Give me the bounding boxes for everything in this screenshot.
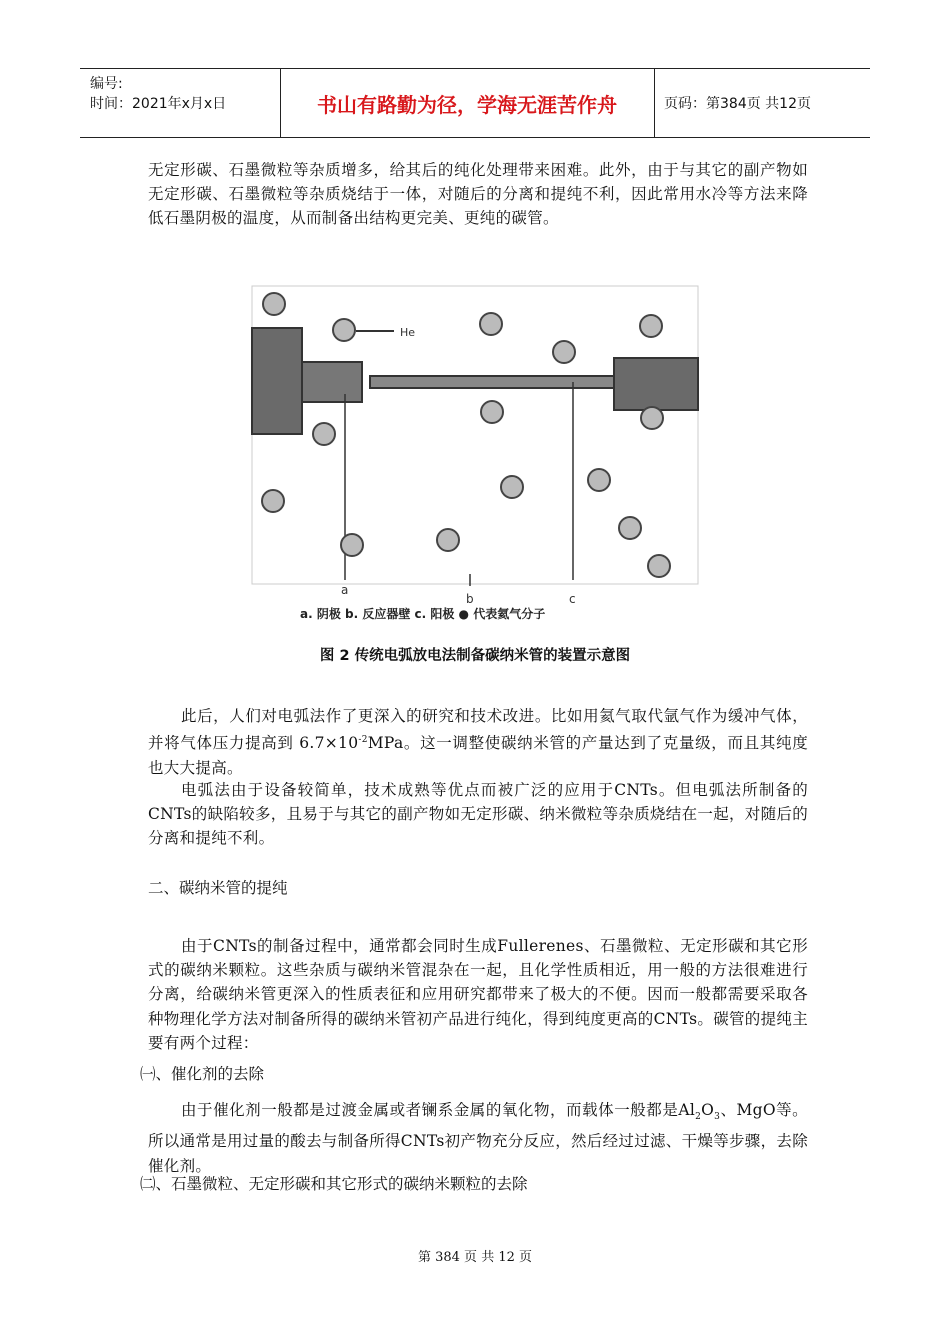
paragraph-2 <box>148 704 808 780</box>
cathode-block <box>252 328 302 434</box>
figure-caption: 图 2 传统电弧放电法制备碳纳米管的装置示意图 <box>319 648 631 664</box>
he-label: He <box>400 326 416 339</box>
exponent: -2 <box>358 735 368 746</box>
anode-block <box>614 358 698 410</box>
subheading-1: ㈠、催化剂的去除 <box>140 1065 265 1083</box>
paragraph-2-part-a: 此后，人们对电弧法作了更深入的研究和技术改进。比如用氦气取代氩气作为缓冲气体，并将气体压力提高到 6.7×10 <box>148 707 808 753</box>
he-molecule <box>619 517 641 539</box>
he-molecule <box>588 469 610 491</box>
cathode-rod <box>302 362 362 402</box>
he-molecule <box>641 407 663 429</box>
header-meta <box>80 69 281 137</box>
subheading-2: ㈡、石墨微粒、无定形碳和其它形式的碳纳米颗粒的去除 <box>140 1175 528 1193</box>
he-molecule <box>437 529 459 551</box>
paragraph-5-part-b: 、MgO等。所以通常是用过量的酸去与制备所得CNTs初产物充分反应，然后经过过滤、干燥等步骤，去除催化剂。 <box>148 1101 808 1175</box>
he-molecule <box>341 534 363 556</box>
time-label: 时间：2021年x月x日 <box>90 96 227 112</box>
header-motto: 书山有路勤为径，学海无涯苦作舟 <box>280 69 655 137</box>
he-molecule <box>262 490 284 512</box>
paragraph-1: 无定形碳、石墨微粒等杂质增多，给其后的纯化处理带来困难。此外，由于与其它的副产物如无定形碳、石墨微粒等杂质烧结于一体，对随后的分离和提纯不利，因此常用水冷等方法来降低石墨阴极的温度，从而制备出结构更完美、更纯的碳管。 <box>148 161 808 228</box>
label-b: b <box>466 592 474 606</box>
paragraph-3: 电弧法由于设备较简单，技术成熟等优点而被广泛的应用于CNTs。但电弧法所制备的CNTs的缺陷较多，且易于与其它的副产物如无定形碳、纳米微粒等杂质烧结在一起，对随后的分离和提纯不利。 <box>148 781 808 848</box>
header-page-code: 页码：第384页 共12页 <box>664 96 811 112</box>
he-molecule <box>481 401 503 423</box>
he-molecule <box>501 476 523 498</box>
section-heading: 二、碳纳米管的提纯 <box>148 879 288 897</box>
anode-rod <box>370 376 614 388</box>
number-label: 编号: <box>90 76 123 92</box>
he-molecule <box>263 293 285 315</box>
he-molecule <box>640 315 662 337</box>
page-header <box>80 68 870 138</box>
subscript: 2 <box>695 1112 702 1123</box>
paragraph-2-part-b: MPa。这一调整使碳纳米管的产量达到了克量级，而且其纯度也大大提高。 <box>148 734 808 777</box>
label-c: c <box>569 592 576 606</box>
arc-discharge-diagram <box>248 282 704 622</box>
figure-legend: a. 阴极 b. 反应器壁 c. 阳极 ● 代表氦气分子 <box>300 607 546 621</box>
paragraph-4: 由于CNTs的制备过程中，通常都会同时生成Fullerenes、石墨微粒、无定形碳和其它形式的碳纳米颗粒。这些杂质与碳纳米管混杂在一起，且化学性质相近，用一般的方法很难进行分离，给碳纳米管更深入的性质表征和应用研究都带来了极大的不便。因而一般都需要采取各种物理化学方法对制备所得的碳纳米管初产品进行纯化，得到纯度更高的CNTs。碳管的提纯主要有两个过程： <box>148 937 808 1052</box>
paragraph-5-mid: O <box>701 1101 715 1119</box>
page-footer: 第 384 页 共 12 页 <box>417 1250 533 1265</box>
he-molecule <box>333 319 355 341</box>
subscript: 3 <box>714 1112 721 1123</box>
paragraph-5 <box>148 1098 808 1178</box>
paragraph-5-part-a: 由于催化剂一般都是过渡金属或者镧系金属的氧化物，而载体一般都是Al <box>181 1101 696 1119</box>
he-molecule <box>648 555 670 577</box>
label-a: a <box>341 583 349 597</box>
he-molecule <box>480 313 502 335</box>
he-molecule <box>553 341 575 363</box>
he-molecule <box>313 423 335 445</box>
